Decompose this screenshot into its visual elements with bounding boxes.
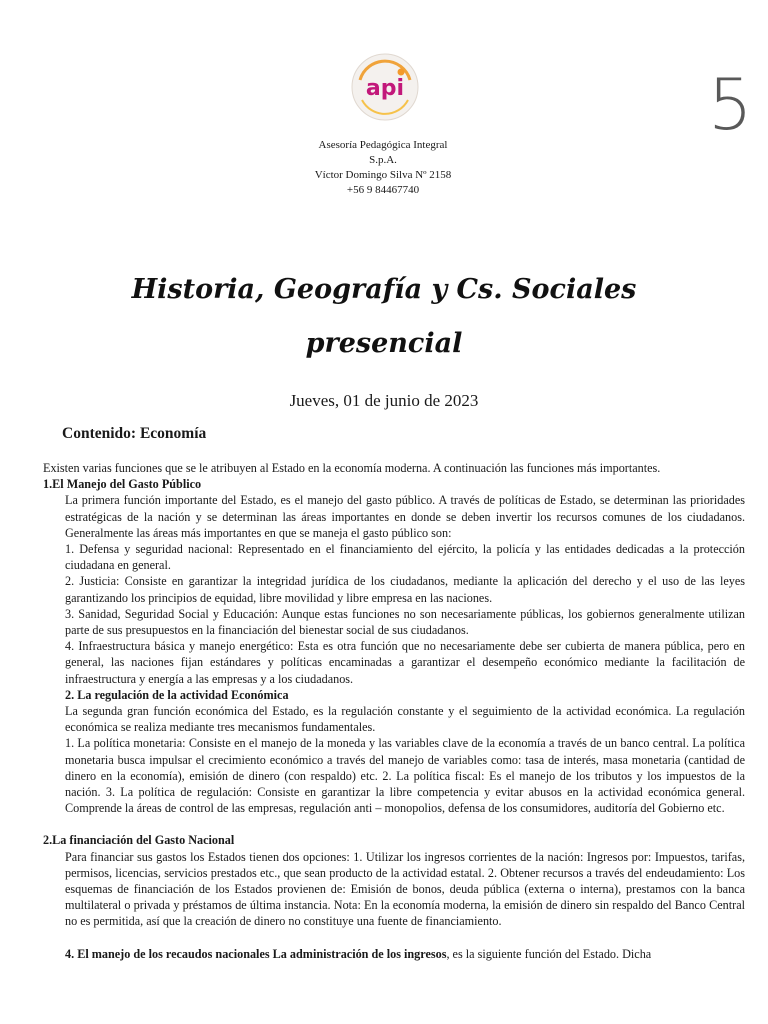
date: Jueves, 01 de junio de 2023 bbox=[289, 391, 479, 410]
org-address: Víctor Domingo Silva Nº 2158 bbox=[314, 169, 452, 181]
logo-text: api bbox=[365, 76, 405, 101]
page-number: 5 bbox=[708, 64, 753, 146]
api-logo bbox=[350, 52, 420, 122]
section-2-paragraph-2: 1. La política monetaria: Consiste en el manejo de la moneda y las variables clave de la economía a través de un banco central. La política monetaria busca impulsar el crecimiento económico a través del manejo de variables como: tasa de interés, masa monetaria (cantidad de dinero en la economía), emisión de dinero (con respaldo) etc. 2. La política fiscal: Es el manejo de los tributos y los impuestos de la nación. 3. La política de regulación: Consiste en garantizar la libre competencia y evitar abusos en la actividad económica general. Comprende la áreas de control de las empresas, regulación anti – monopolios, defensa de los consumidores, auditoría del Gobierno etc. bbox=[65, 736, 745, 816]
document-body bbox=[43, 460, 745, 962]
title-line-2: presencial bbox=[305, 328, 463, 359]
section-1-item-3: 3. Sanidad, Seguridad Social y Educación: Aunque estas funciones no son necesariamente públicas, los gobiernos generalmente utilizan parte de sus presupuestos en la financiación del bienestar social de sus ciudadanos. bbox=[65, 606, 745, 638]
section-4-text: , es la siguiente función del Estado. Dicha bbox=[446, 946, 652, 961]
org-type: S.p.A. bbox=[369, 154, 397, 166]
section-1-item-4: 4. Infraestructura básica y manejo energético: Esta es otra función que no necesariamente debe ser cubierta de manera pública, pero en general, las naciones fijan estándares y políticas encaminadas a garantizar el desempeño económico mediante la facilitación de infraestructura y energía a las empresas y a los ciudadanos. bbox=[65, 639, 745, 686]
section-4-heading: 4. El manejo de los recaudos nacionales La administración de los ingresos bbox=[65, 946, 447, 961]
title-line-1: Historia, Geografía y Cs. Sociales bbox=[131, 274, 637, 305]
org-header bbox=[250, 138, 516, 198]
section-2-paragraph-1: La segunda gran función económica del Estado, es la regulación constante y el seguimiento de la actividad económica. La regulación económica se realiza mediante tres mecanismos fundamentales. bbox=[65, 704, 745, 735]
section-3-paragraph: Para financiar sus gastos los Estados tienen dos opciones: 1. Utilizar los ingresos corrientes de la nación: Ingresos por: Impuestos, tarifas, permisos, licencias, servicios prestados etc., que sean producto de la actividad estatal. 2. Obtener recursos a través del endeudamiento: Los esquemas de financiación de los Estados provienen de: Emisión de bonos, deuda pública (externa o interna), prestamos con la banca multilateral o privada y préstamos de última instancia. Nota: En la economía moderna, la emisión de dinero sin respaldo del Banco Central no es permitida, así que la creación de dinero no constituye una fuente de financiamiento. bbox=[65, 849, 745, 929]
section-3-heading: 2.La financiación del Gasto Nacional bbox=[43, 833, 235, 848]
section-4-line bbox=[65, 946, 745, 962]
section-1-heading: 1.El Manejo del Gasto Público bbox=[43, 477, 202, 492]
org-name: Asesoría Pedagógica Integral bbox=[318, 139, 448, 151]
section-2-heading: 2. La regulación de la actividad Económica bbox=[65, 687, 289, 702]
contenido-label: Contenido: Economía bbox=[62, 425, 207, 442]
section-1-paragraph: La primera función importante del Estado, es el manejo del gasto público. A través de políticas de Estado, se determinan las prioridades estratégicas de la nación y se determinan las áreas importantes en donde se deben invertir los recursos comunes de los ciudadanos. Generalmente las áreas más importantes en que se maneja el gasto público son: bbox=[65, 493, 745, 540]
intro-paragraph: Existen varias funciones que se le atribuyen al Estado en la economía moderna. A continuación las funciones más importantes. bbox=[43, 461, 661, 475]
section-1-item-1: 1. Defensa y seguridad nacional: Representado en el financiamiento del ejército, la policía y las entidades dedicadas a la protección ciudadana en general. bbox=[65, 542, 745, 573]
org-phone: +56 9 84467740 bbox=[346, 184, 420, 196]
section-1-item-2: 2. Justicia: Consiste en garantizar la integridad jurídica de los ciudadanos, mediante la aplicación del derecho y el uso de las leyes garantizando los principios de equidad, libre movilidad y libre empresa en las naciones. bbox=[65, 574, 745, 605]
